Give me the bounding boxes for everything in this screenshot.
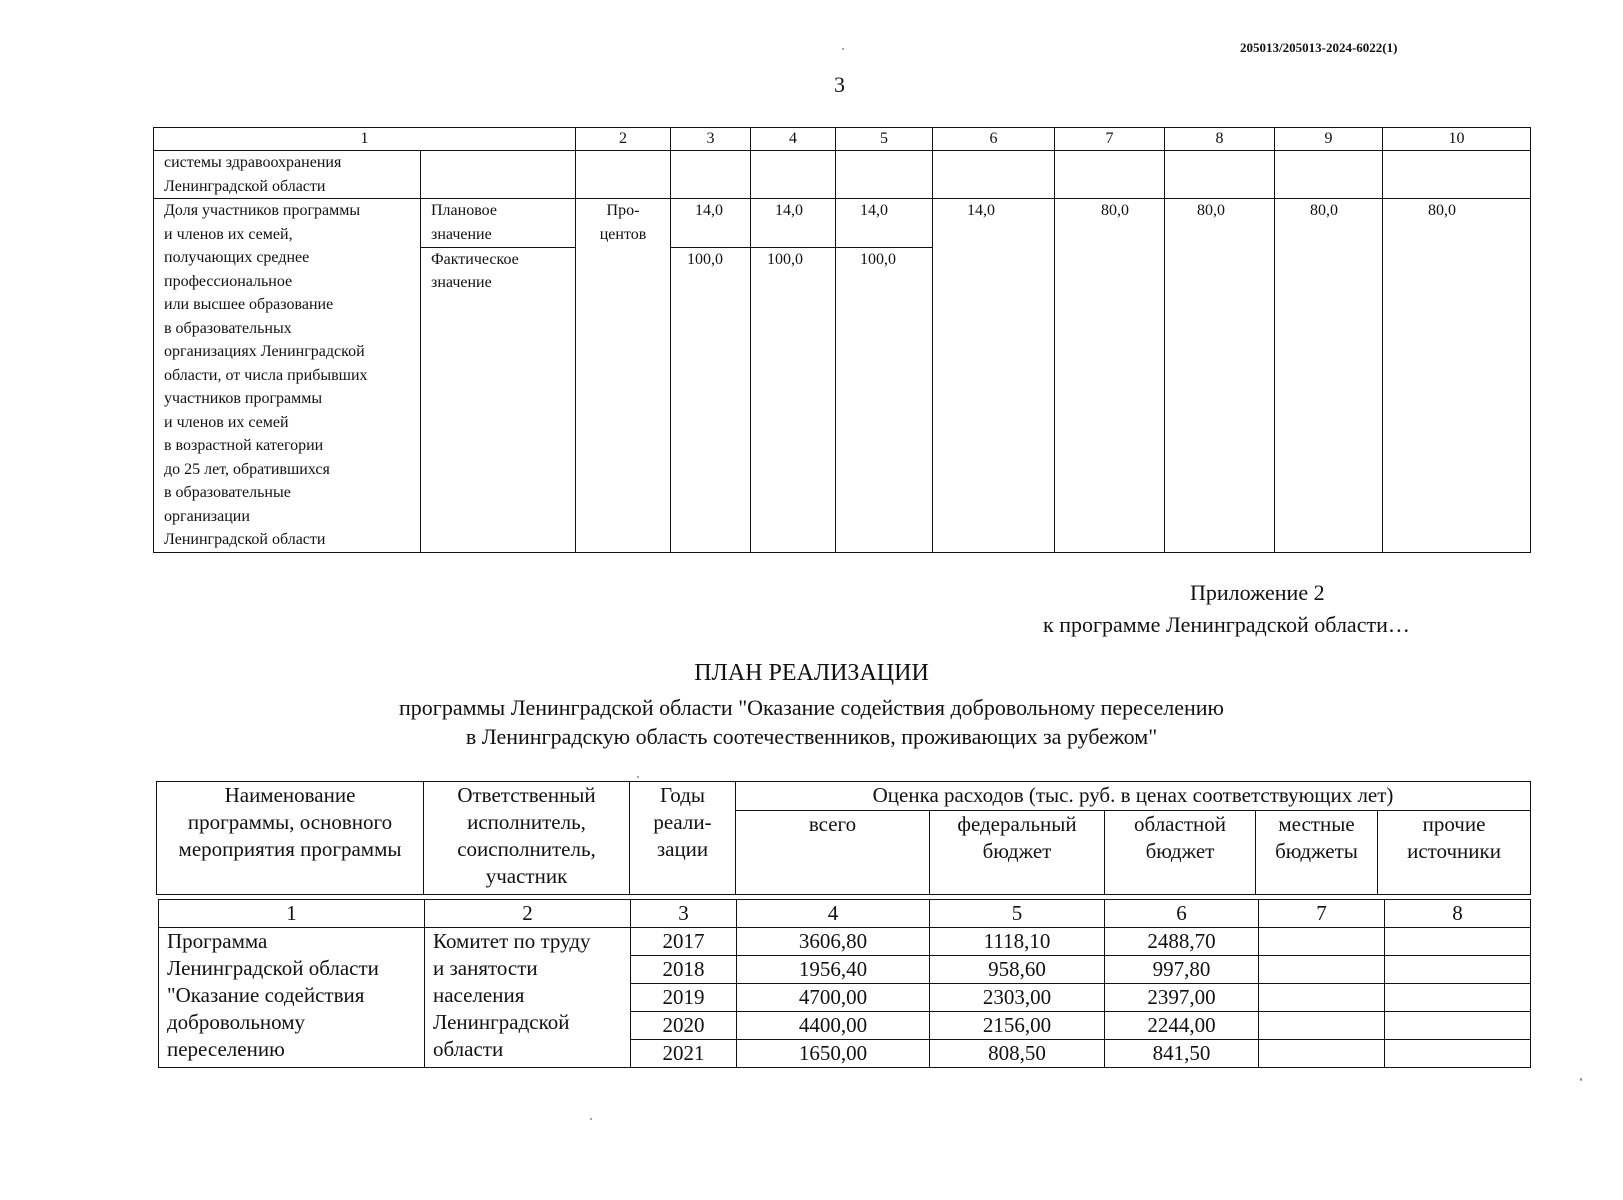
col-header-6: 6 xyxy=(933,128,1055,151)
header-years xyxy=(630,782,736,895)
text-line: мероприятия программы xyxy=(178,837,402,861)
header-federal xyxy=(930,811,1105,895)
text-line: Программа xyxy=(167,929,268,953)
text-line: бюджеты xyxy=(1275,839,1358,863)
total-cell: 3606,80 xyxy=(737,928,930,956)
page-number: 3 xyxy=(834,72,845,97)
local-cell xyxy=(1259,1040,1385,1068)
col-number: 3 xyxy=(631,900,737,928)
text-line: зации xyxy=(656,837,709,861)
text-line: в образовательных xyxy=(164,319,292,337)
continuation-cell xyxy=(154,151,421,199)
text-line: до 25 лет, обратившихся xyxy=(164,460,330,478)
year-cell: 2017 xyxy=(631,928,737,956)
text-line: программы, основного xyxy=(187,810,393,834)
regional-cell: 997,80 xyxy=(1105,956,1259,984)
text-line: Ответственный xyxy=(457,783,596,807)
header-program-name xyxy=(157,782,424,895)
col-header-5: 5 xyxy=(836,128,933,151)
text-line: источники xyxy=(1407,839,1501,863)
text-line: населения xyxy=(433,983,525,1007)
text-line: области xyxy=(433,1037,504,1061)
scan-speck xyxy=(637,776,639,778)
regional-cell: 2397,00 xyxy=(1105,984,1259,1012)
text-line: организациях Ленинградской xyxy=(164,343,365,360)
federal-cell: 808,50 xyxy=(930,1040,1105,1068)
text-line: исполнитель, xyxy=(467,810,586,834)
actual-label xyxy=(421,247,576,552)
total-cell: 1650,00 xyxy=(737,1040,930,1068)
planned-label xyxy=(421,199,576,248)
indicator-planned-row xyxy=(154,199,1531,248)
actual-value: 100,0 xyxy=(671,247,751,552)
col-header-2: 2 xyxy=(576,128,671,151)
header-total: всего xyxy=(736,811,930,895)
federal-cell: 2156,00 xyxy=(930,1012,1105,1040)
planned-value: 14,0 xyxy=(933,199,1055,553)
planned-value: 14,0 xyxy=(836,199,933,248)
col-header-3: 3 xyxy=(671,128,751,151)
plan-title: ПЛАН РЕАЛИЗАЦИИ xyxy=(694,660,929,686)
text-line: Доля участников программы xyxy=(164,202,361,219)
text-line: Комитет по труду xyxy=(433,929,591,953)
text-line: переселению xyxy=(167,1037,285,1061)
text-line: и членов их семей xyxy=(164,413,289,431)
table-row xyxy=(159,928,1531,956)
local-cell xyxy=(1259,928,1385,956)
text-line: получающих среднее xyxy=(164,249,310,266)
text-line: организации xyxy=(164,507,250,525)
text-line: профессиональное xyxy=(164,272,293,290)
planned-value: 80,0 xyxy=(1275,199,1383,553)
text-line: областной xyxy=(1134,812,1226,836)
federal-cell: 2303,00 xyxy=(930,984,1105,1012)
col-header-8: 8 xyxy=(1165,128,1275,151)
federal-cell: 1118,10 xyxy=(930,928,1105,956)
indicator-name xyxy=(154,199,421,553)
text-line: местные xyxy=(1278,812,1355,836)
actual-value: 100,0 xyxy=(836,247,933,552)
text-line: и членов их семей, xyxy=(164,225,293,243)
planned-value: 80,0 xyxy=(1383,199,1531,553)
text-line: Годы xyxy=(660,783,705,807)
header-executor xyxy=(424,782,630,895)
col-number: 8 xyxy=(1385,900,1531,928)
col-number: 6 xyxy=(1105,900,1259,928)
text-line: федеральный xyxy=(957,812,1077,836)
plan-header-table xyxy=(156,781,1531,895)
year-cell: 2018 xyxy=(631,956,737,984)
text-line: реали- xyxy=(653,810,712,834)
local-cell xyxy=(1259,1012,1385,1040)
text-line: и занятости xyxy=(433,956,538,980)
regional-cell: 2488,70 xyxy=(1105,928,1259,956)
text-line: Ленинградской xyxy=(433,1010,570,1034)
text-line: Ленинградской области xyxy=(164,177,326,195)
local-cell xyxy=(1259,956,1385,984)
planned-value: 80,0 xyxy=(1165,199,1275,553)
scan-speck xyxy=(590,1118,592,1120)
header-other xyxy=(1378,811,1531,895)
col-number: 2 xyxy=(425,900,631,928)
document-id: 205013/205013-2024-6022(1) xyxy=(1240,40,1398,55)
col-header-10: 10 xyxy=(1383,128,1531,151)
col-number: 1 xyxy=(159,900,425,928)
col-number: 4 xyxy=(737,900,930,928)
scan-speck xyxy=(842,48,844,50)
regional-cell: 2244,00 xyxy=(1105,1012,1259,1040)
text-line: или высшее образование xyxy=(164,296,334,313)
regional-cell: 841,50 xyxy=(1105,1040,1259,1068)
year-cell: 2020 xyxy=(631,1012,737,1040)
text-line: в образовательные xyxy=(164,484,291,501)
col-header-9: 9 xyxy=(1275,128,1383,151)
other-cell xyxy=(1385,1012,1531,1040)
text-line: центов xyxy=(599,225,647,243)
header-local xyxy=(1256,811,1378,895)
text-line: в возрастной категории xyxy=(164,437,324,454)
planned-value: 80,0 xyxy=(1055,199,1165,553)
plan-body-table xyxy=(158,899,1531,1068)
program-name-cell xyxy=(159,928,425,1068)
planned-value: 14,0 xyxy=(751,199,836,248)
annex-reference: к программе Ленинградской области… xyxy=(1043,612,1410,637)
actual-value: 100,0 xyxy=(751,247,836,552)
year-cell: 2021 xyxy=(631,1040,737,1068)
col-number: 5 xyxy=(930,900,1105,928)
text-line: бюджет xyxy=(1145,839,1215,863)
col-header-1: 1 xyxy=(154,128,576,151)
col-number: 7 xyxy=(1259,900,1385,928)
total-cell: 4700,00 xyxy=(737,984,930,1012)
header-regional xyxy=(1105,811,1256,895)
text-line: бюджет xyxy=(982,839,1052,863)
text-line: участник xyxy=(485,864,568,888)
other-cell xyxy=(1385,984,1531,1012)
total-cell: 1956,40 xyxy=(737,956,930,984)
indicators-table xyxy=(153,127,1531,553)
federal-cell: 958,60 xyxy=(930,956,1105,984)
header-row xyxy=(154,128,1531,151)
text-line: области, от числа прибывших xyxy=(164,366,368,384)
text-line: Фактическое xyxy=(431,250,519,268)
text-line: Плановое xyxy=(431,202,497,219)
header-expenses: Оценка расходов (тыс. руб. в ценах соответствующих лет) xyxy=(736,782,1531,811)
text-line: участников программы xyxy=(164,390,323,407)
plan-subtitle: программы Ленинградской области "Оказание содействия добровольному переселению xyxy=(399,695,1224,720)
text-line: Ленинградской области xyxy=(164,531,326,548)
local-cell xyxy=(1259,984,1385,1012)
other-cell xyxy=(1385,956,1531,984)
other-cell xyxy=(1385,1040,1531,1068)
year-cell: 2019 xyxy=(631,984,737,1012)
text-line: Наименование xyxy=(224,783,356,807)
annex-label: Приложение 2 xyxy=(1190,580,1325,605)
text-line: прочие xyxy=(1422,812,1486,836)
planned-value: 14,0 xyxy=(671,199,751,248)
plan-subtitle: в Ленинградскую область соотечественников, проживающих за рубежом" xyxy=(465,724,1158,749)
text-line: добровольному xyxy=(167,1010,306,1034)
text-line: системы здравоохранения xyxy=(164,154,342,171)
text-line: соисполнитель, xyxy=(457,837,596,861)
col-header-7: 7 xyxy=(1055,128,1165,151)
text-line: Ленинградской области xyxy=(167,956,379,980)
number-row xyxy=(159,900,1531,928)
unit-cell xyxy=(576,199,671,553)
continuation-row xyxy=(154,151,1531,199)
text-line: "Оказание содействия xyxy=(167,983,365,1007)
total-cell: 4400,00 xyxy=(737,1012,930,1040)
text-line: Про- xyxy=(606,202,640,219)
text-line: значение xyxy=(431,225,492,243)
other-cell xyxy=(1385,928,1531,956)
scan-speck xyxy=(1580,1078,1582,1081)
col-header-4: 4 xyxy=(751,128,836,151)
text-line: значение xyxy=(431,274,492,292)
header-row xyxy=(157,782,1531,811)
executor-cell xyxy=(425,928,631,1068)
